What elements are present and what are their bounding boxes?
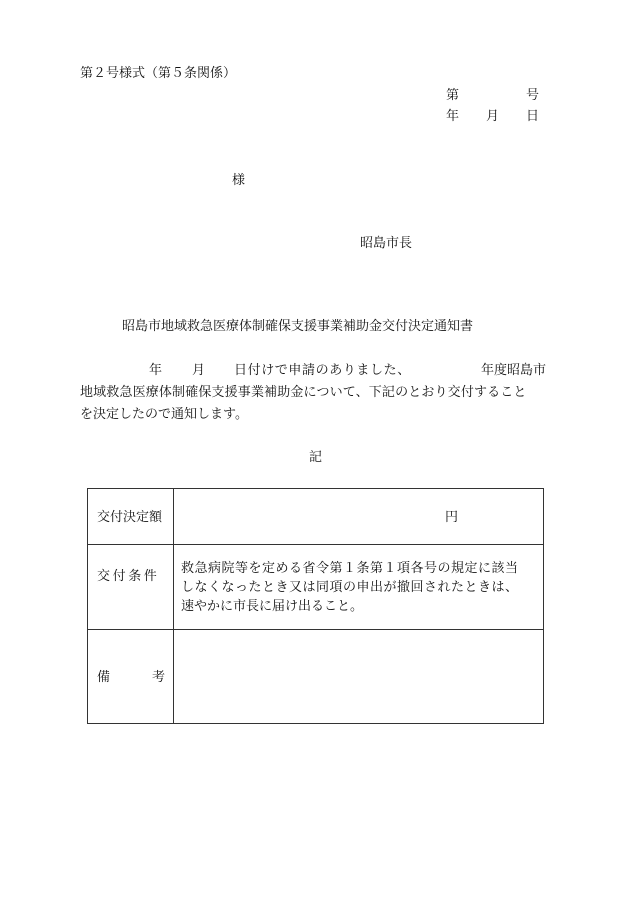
document-title: 昭島市地域救急医療体制確保支援事業補助金交付決定通知書 [122,319,474,334]
body-month-label: 月 [192,363,206,378]
document-number-prefix: 第 [446,88,460,103]
table-row-conditions [88,545,543,630]
sender-name: 昭島市長 [360,236,413,251]
date-year-label: 年 [446,109,460,124]
conditions-line-2: しなくなったとき又は同項の申出が撤回されたときは、 [181,580,519,595]
remarks-value-cell [174,630,543,723]
remarks-label [97,671,165,684]
remarks-label-char-1: 備 [97,670,111,685]
conditions-line-1: 救急病院等を定める省令第１条第１項各号の規定に該当 [181,561,519,576]
recipient-honorific: 様 [232,173,246,188]
amount-value-cell [174,489,543,544]
conditions-header-cell [88,545,174,629]
conditions-value-cell [174,545,543,629]
table-row-remarks [88,630,543,723]
body-line1-tail: 年度昭島市 [481,363,547,378]
body-line3: を決定したので通知します。 [80,407,248,422]
remarks-header-cell [88,630,174,723]
body-line1-text: 日付けで申請のありました、 [234,363,411,378]
conditions-line-3: 速やかに市長に届け出ること。 [181,599,364,614]
remarks-label-char-2: 考 [151,670,165,685]
body-year-label: 年 [149,363,163,378]
amount-label: 交付決定額 [97,510,163,525]
form-number: 第２号様式（第５条関係） [80,66,237,81]
amount-header-cell [88,489,174,544]
body-line2: 地域救急医療体制確保支援事業補助金について、下記のとおり交付すること [80,385,527,400]
date-month-label: 月 [486,109,500,124]
conditions-label: 交付条件 [97,569,160,584]
amount-unit: 円 [445,510,459,525]
ki-heading: 記 [309,450,323,465]
detail-table [87,488,544,724]
date-day-label: 日 [526,109,540,124]
table-row-amount [88,489,543,545]
document-number-suffix: 号 [526,88,540,103]
